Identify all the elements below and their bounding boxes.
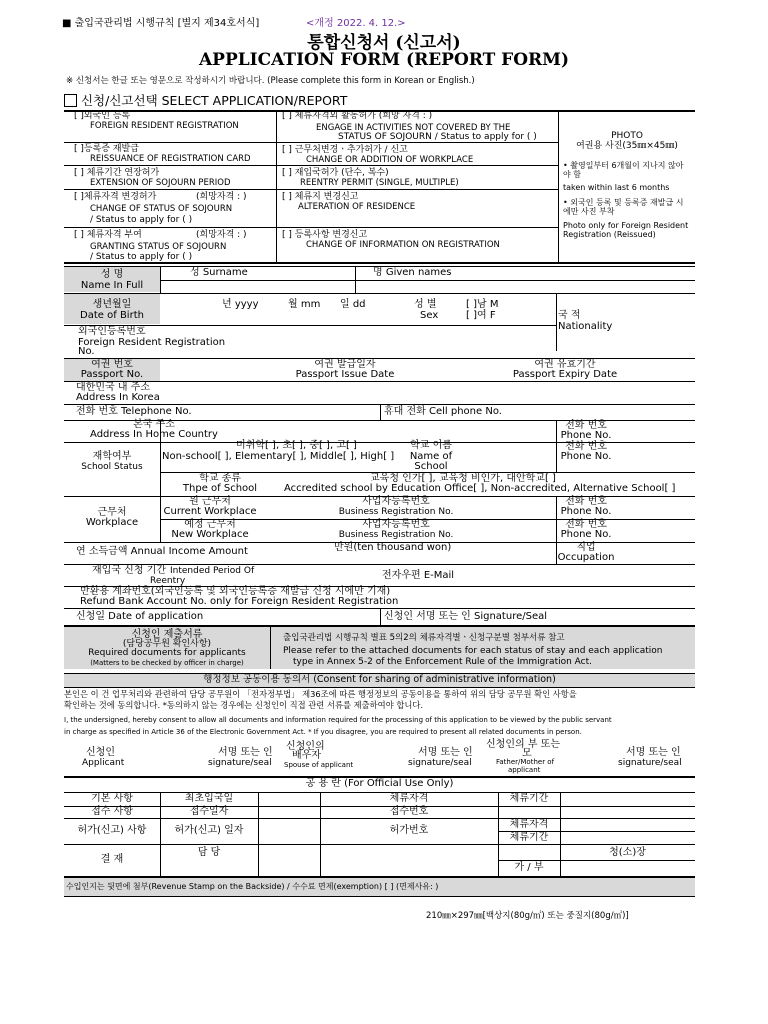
- passport-expiry-label-kr: 여권 유효기간: [534, 359, 596, 370]
- current-brn-label-en: Business Registration No.: [338, 507, 454, 517]
- spouse-seal-kr: 서명 또는 인: [418, 747, 473, 758]
- option-label-kr: [ ] 체류자격외 활동허가 (희망 자격 : ): [282, 111, 433, 121]
- school-name-label-en2: School: [414, 461, 448, 472]
- home-address-label-kr: 본국 주소: [133, 419, 175, 430]
- reentry-period-label-kr: 재입국 신청 기간: [92, 565, 166, 576]
- frn-label-en2: No.: [78, 346, 95, 357]
- consent-text-en: I, the undersigned, hereby consent to allow all documents and information required for the processing of this application to be viewed by the public servant: [64, 716, 612, 724]
- required-docs-label-en: Required documents for applicants: [88, 648, 246, 658]
- consent-text-kr: 본인은 이 건 업무처리와 관련하여 담당 공무원이 「전자정부법」 제36조에 따른 행정정보의 공동이용을 통하여 위의 담당 공무원 확인 사항을: [64, 689, 577, 699]
- new-workplace-label-en: New Workplace: [171, 529, 249, 540]
- school-status-label-kr: 재학여부: [92, 451, 132, 462]
- refund-account-label-en: Refund Bank Account No. only for Foreign Resident Registration: [80, 596, 399, 607]
- applicant-signature-label: 신청인 서명 또는 인 Signature/Seal: [384, 611, 548, 622]
- photo-note-recent-en: taken within last 6 months: [563, 183, 670, 192]
- income-unit: 만원(ten thousand won): [334, 542, 452, 553]
- option-label-en: EXTENSION OF SOJOURN PERIOD: [90, 178, 231, 188]
- approval-label: 결 재: [100, 854, 124, 865]
- spouse-label-kr2: 배우자: [292, 750, 321, 761]
- workplace-label-en: Workplace: [85, 517, 139, 528]
- annual-income-label: 연 소득금액 Annual Income Amount: [76, 546, 248, 557]
- consent-text-kr2: 확인하는 것에 동의합니다. *동의하지 않는 경우에는 신청인이 직접 관련 서류를 제출하여야 합니다.: [64, 700, 424, 710]
- officer-label: 담 당: [197, 847, 221, 858]
- reentry-period-label-en: Intended Period Of: [170, 566, 255, 576]
- amendment-date: <개정 2022. 4. 12.>: [306, 18, 406, 29]
- required-docs-check-kr: (담당공무원 확인사항): [122, 639, 212, 649]
- dob-day-field[interactable]: 일 dd: [340, 299, 366, 310]
- select-heading-text: 신청/신고선택 SELECT APPLICATION/REPORT: [80, 93, 348, 108]
- option-desired-status: (희망자격 : ): [196, 230, 247, 240]
- spouse-label-en: Spouse of applicant: [284, 761, 354, 769]
- current-work-phone-label-en: Phone No.: [560, 506, 612, 517]
- applicant-label-en: Applicant: [82, 758, 125, 768]
- receipt-date-label: 접수일자: [189, 806, 229, 817]
- accreditation-options-en[interactable]: Accredited school by Education Office[ ], Non-accredited, Alternative School[ ]: [284, 483, 676, 494]
- sex-label-en: Sex: [420, 310, 439, 321]
- revenue-stamp-note: 수입인지는 뒷면에 첨부(Revenue Stamp on the Backside) / 수수료 면제(exemption) [ ] (면제사유: ): [66, 882, 439, 891]
- photo-note-reissue: • 외국인 등록 및 등록증 재발급 시에만 사진 부착: [563, 198, 684, 216]
- passport-issue-label-en: Passport Issue Date: [295, 369, 395, 380]
- parent-seal-kr: 서명 또는 인: [626, 747, 681, 758]
- new-work-phone-label-kr: 전화 번호: [565, 519, 607, 530]
- parent-label-kr: 신청인의 부 또는: [486, 739, 560, 750]
- required-docs-body-en: Please refer to the attached documents for each status of stay and each application: [283, 646, 663, 656]
- spouse-label-kr: 신청인의: [286, 741, 325, 752]
- option-label-kr: [ ] 재입국허가 (단수, 복수): [282, 168, 389, 178]
- option-label-kr: [ ] 체류지 변경신고: [282, 192, 359, 202]
- home-phone-label-en: Phone No.: [560, 430, 612, 441]
- option-label-en: CHANGE OF STATUS OF SOJOURN: [90, 204, 233, 214]
- name-label-en: Name In Full: [80, 280, 144, 291]
- option-label-kr: [ ] 체류자격 부여: [74, 230, 142, 240]
- checkbox-icon: [64, 94, 77, 107]
- current-workplace-label-kr: 원 근무처: [189, 496, 231, 507]
- option-status-apply: / Status to apply for ( ): [90, 215, 193, 225]
- required-docs-label-kr: 신청인 제출서류: [131, 629, 203, 640]
- photo-note-reissue-en: Photo only for Foreign Resident Registration (Reissued): [563, 221, 689, 239]
- new-workplace-label-kr: 예정 근무처: [184, 519, 236, 530]
- school-level-options-en[interactable]: Non-school[ ], Elementary[ ], Middle[ ], High[ ]: [162, 451, 395, 462]
- address-korea-label-en: Address In Korea: [76, 392, 160, 403]
- frn-label-en: Foreign Resident Registration: [78, 337, 226, 348]
- option-label-en: CHANGE OF INFORMATION ON REGISTRATION: [306, 240, 500, 250]
- photo-size: 여권용 사진(35㎜×45㎜): [576, 141, 678, 151]
- option-label-en: ALTERATION OF RESIDENCE: [298, 202, 416, 212]
- current-brn-label-kr: 사업자등록번호: [362, 496, 430, 507]
- permit-info-label: 허가(신고) 사항: [77, 825, 147, 836]
- passport-no-label-en: Passport No.: [80, 369, 144, 380]
- option-label-kr: [ ]체류자격 변경허가: [74, 192, 157, 202]
- permit-no-label: 허가번호: [389, 825, 429, 836]
- telephone-label: 전화 번호 Telephone No.: [76, 406, 192, 417]
- period-label: 체류기간: [509, 793, 549, 804]
- school-phone-label-kr: 전화 번호: [565, 441, 607, 452]
- option-label-en: FOREIGN RESIDENT REGISTRATION: [90, 121, 239, 131]
- new-work-phone-label-en: Phone No.: [560, 529, 612, 540]
- name-label-kr: 성 명: [100, 269, 124, 280]
- address-korea-label-kr: 대한민국 내 주소: [76, 382, 150, 393]
- accreditation-options-kr[interactable]: 교육청 인가[ ], 교육청 비인가, 대안학교[ ]: [370, 473, 556, 484]
- legal-reference: ■ 출입국관리법 시행규칙 [별지 제34호서식]: [62, 18, 260, 29]
- passport-issue-label-kr: 여권 발급일자: [314, 359, 376, 370]
- school-type-label-en: Thpe of School: [182, 483, 258, 494]
- applicant-seal-kr: 서명 또는 인: [218, 747, 273, 758]
- permit-date-label: 허가(신고) 일자: [174, 825, 244, 836]
- official-use-heading: 공 용 란 (For Official Use Only): [305, 778, 454, 789]
- sex-label-kr: 성 별: [414, 299, 437, 310]
- dob-label-en: Date of Birth: [80, 310, 144, 321]
- school-status-label-en: School Status: [81, 462, 143, 472]
- occupation-label-en: Occupation: [557, 552, 615, 563]
- page-title-en: APPLICATION FORM (REPORT FORM): [198, 50, 570, 70]
- home-phone-label-kr: 전화 번호: [565, 420, 607, 431]
- current-work-phone-label-kr: 전화 번호: [565, 496, 607, 507]
- dob-label-kr: 생년월일: [92, 299, 132, 310]
- school-level-options-kr[interactable]: 미취학[ ], 초[ ], 중[ ], 고[ ]: [236, 440, 357, 451]
- option-label-kr: [ ] 등록사항 변경신고: [282, 230, 368, 240]
- receipt-info-label: 접수 사항: [91, 806, 133, 817]
- spouse-seal-en: signature/seal: [408, 758, 472, 768]
- nationality-label-en: Nationality: [558, 321, 613, 332]
- parent-label-en2: applicant: [508, 766, 541, 774]
- cell-phone-label: 휴대 전화 Cell phone No.: [384, 406, 502, 417]
- option-label-kr: [ ]등록증 재발급: [74, 144, 139, 154]
- school-name-label-en: Name of: [409, 451, 453, 462]
- refund-account-label-kr: 반환용 계좌번호(외국인등록 및 외국인등록증 재발급 신청 시에만 기재): [80, 586, 391, 597]
- option-label-en: CHANGE OR ADDITION OF WORKPLACE: [306, 155, 474, 165]
- required-docs-check-en: (Matters to be checked by officer in charge): [90, 659, 244, 667]
- permit-period-label: 체류기간: [509, 832, 549, 843]
- permit-status-label: 체류자격: [509, 819, 549, 830]
- home-address-label-en: Address In Home Country: [90, 429, 218, 440]
- option-label-en: GRANTING STATUS OF SOJOURN: [90, 242, 227, 252]
- dob-month-field[interactable]: 월 mm: [288, 299, 321, 310]
- approve-yes-no[interactable]: 가 / 부: [514, 862, 544, 873]
- first-entry-label: 최초입국일: [184, 793, 234, 804]
- option-status-apply: / Status to apply for ( ): [90, 252, 193, 262]
- photo-note-recent: • 촬영일부터 6개월이 지나지 않아야 함: [563, 161, 684, 179]
- consent-text-en2: in charge as specified in Article 36 of the Electronic Government Act. * If you disagree, you are required to present all related documents in person.: [64, 728, 582, 736]
- email-label: 전자우편 E-Mail: [382, 570, 455, 581]
- chief-label: 청(소)장: [609, 847, 646, 858]
- required-docs-body-en2: type in Annex 5-2 of the Enforcement Rule of the Immigration Act.: [293, 657, 593, 667]
- new-brn-label-en: Business Registration No.: [338, 530, 454, 540]
- status-label: 체류자격: [389, 793, 429, 804]
- parent-label-en: Father/Mother of: [496, 758, 555, 766]
- nationality-label-kr: 국 적: [558, 310, 581, 321]
- page-title-kr: 통합신청서 (신고서): [307, 33, 461, 53]
- option-label-kr: [ ] 체류기간 연장허가: [74, 168, 160, 178]
- passport-expiry-label-en: Passport Expiry Date: [512, 369, 618, 380]
- school-phone-label-en: Phone No.: [560, 451, 612, 462]
- dob-year-field[interactable]: 년 yyyy: [222, 299, 259, 310]
- option-label-kr: [ ] 근무처변경ㆍ추가허가 / 신고: [282, 145, 408, 155]
- given-names-field[interactable]: 명 Given names: [373, 267, 452, 278]
- receipt-no-label: 접수번호: [389, 806, 429, 817]
- photo-label: PHOTO: [611, 131, 643, 141]
- current-workplace-label-en: Current Workplace: [163, 506, 257, 517]
- required-docs-body-kr: 출입국관리법 시행규칙 별표 5의2의 체류자격별ㆍ신청구분별 첨부서류 참고: [283, 633, 565, 643]
- option-label-en: ENGAGE IN ACTIVITIES NOT COVERED BY THE: [316, 123, 511, 133]
- option-desired-status: (희망자격 : ): [196, 192, 247, 202]
- frn-label-kr: 외국인등록번호: [78, 326, 146, 337]
- workplace-label-kr: 근무처: [97, 507, 127, 518]
- option-label-en2: STATUS OF SOJOURN / Status to apply for ( ): [338, 132, 537, 142]
- sex-male-checkbox[interactable]: [ ]남 M: [466, 299, 499, 310]
- school-type-label-kr: 학교 종류: [199, 473, 241, 484]
- parent-label-kr2: 모: [522, 748, 532, 759]
- new-brn-label-kr: 사업자등록번호: [362, 519, 430, 530]
- reentry-period-label-en2: Reentry: [150, 576, 186, 586]
- option-label-en: REENTRY PERMIT (SINGLE, MULTIPLE): [300, 178, 459, 188]
- consent-heading: 행정정보 공동이용 동의서 (Consent for sharing of administrative information): [203, 674, 556, 685]
- paper-spec: 210㎜×297㎜[백상지(80g/㎡) 또는 중질지(80g/㎡)]: [426, 911, 629, 921]
- basic-info-label: 기본 사항: [91, 793, 133, 804]
- parent-seal-en: signature/seal: [618, 758, 682, 768]
- passport-no-label-kr: 여권 번호: [91, 359, 133, 370]
- applicant-label-kr: 신청인: [86, 747, 115, 758]
- sex-female-checkbox[interactable]: [ ]여 F: [466, 310, 496, 321]
- surname-field[interactable]: 성 Surname: [190, 267, 248, 278]
- application-date-label: 신청일 Date of application: [76, 611, 204, 622]
- applicant-seal-en: signature/seal: [208, 758, 272, 768]
- language-note: ※ 신청서는 한글 또는 영문으로 작성하시기 바랍니다. (Please complete this form in Korean or English.): [66, 76, 475, 86]
- occupation-label-kr: 직업: [576, 542, 596, 553]
- option-label-en: REISSUANCE OF REGISTRATION CARD: [90, 154, 251, 164]
- school-name-label-kr: 학교 이름: [410, 440, 452, 451]
- select-application-heading: [64, 94, 347, 108]
- option-label-kr: [ ]외국인 등록: [74, 111, 131, 121]
